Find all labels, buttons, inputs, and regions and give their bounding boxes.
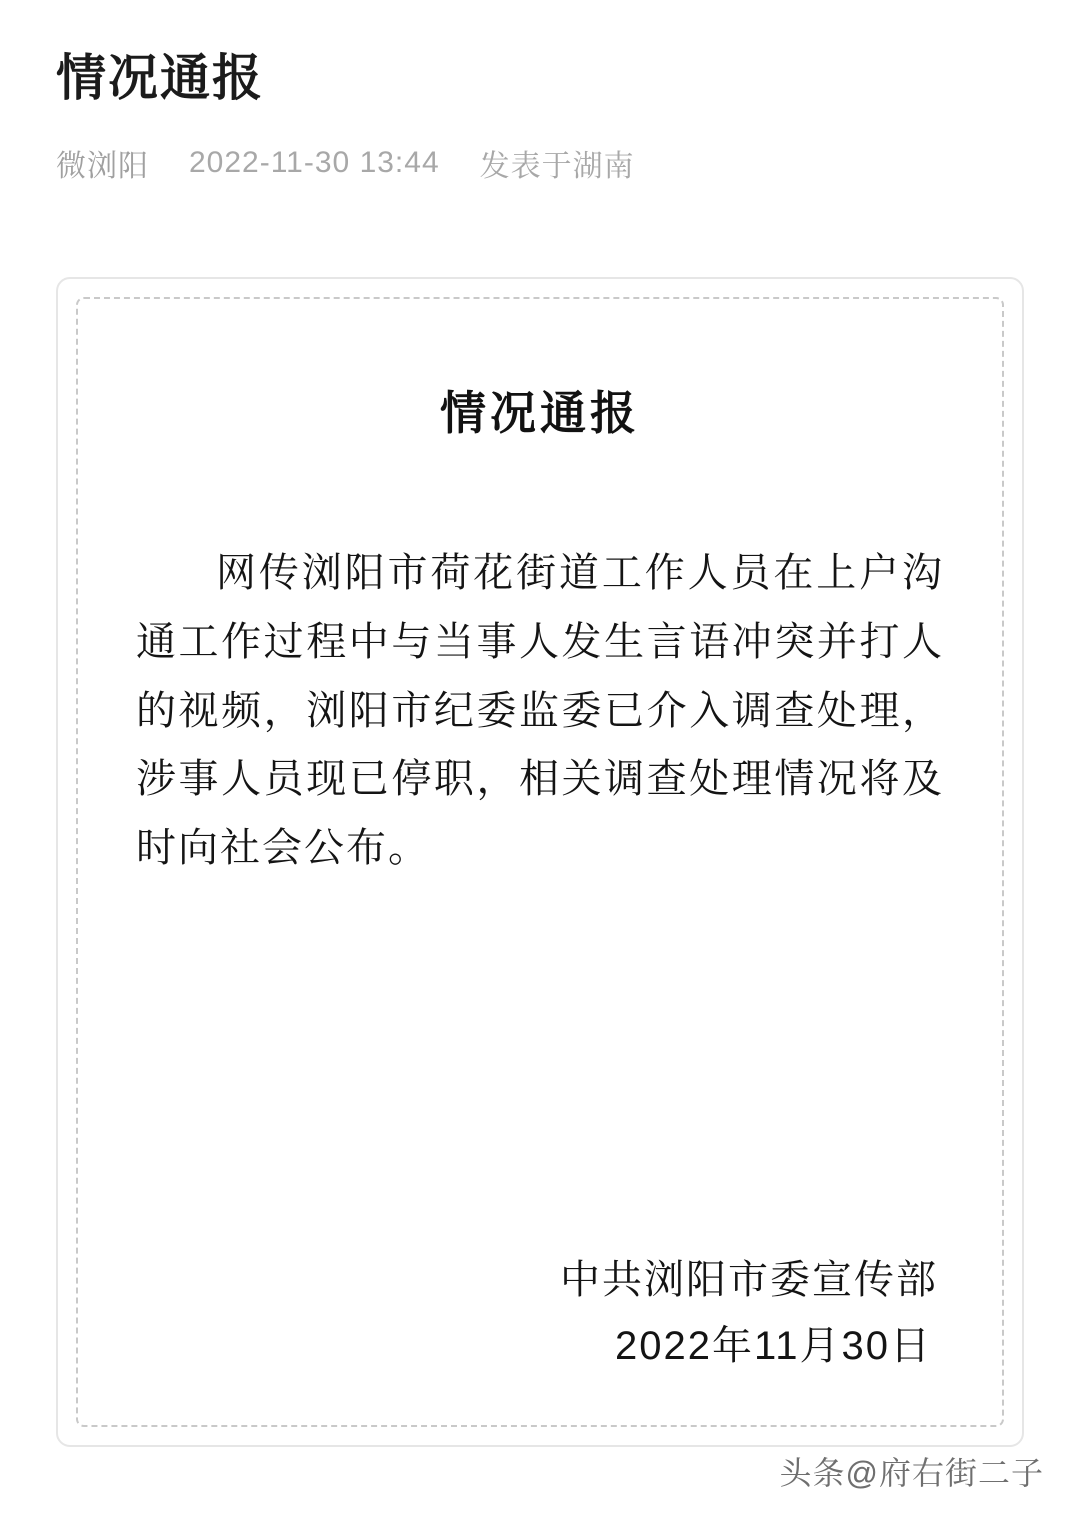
page-title: 情况通报 (56, 50, 264, 106)
notice-body-text: 网传浏阳市荷花街道工作人员在上户沟通工作过程中与当事人发生言语冲突并打人的视频，浏阳市纪委监委已介入调查处理，涉事人员现已停职，相关调查处理情况将及时向社会公布。 (136, 551, 944, 871)
article-meta (0, 111, 1080, 185)
meta-location: 发表于湖南 (479, 150, 635, 183)
notice-title: 情况通报 (440, 387, 640, 439)
notice-dashed-frame (76, 297, 1004, 1427)
notice-card (56, 277, 1024, 1447)
meta-datetime: 2022-11-30 13:44 (189, 146, 440, 179)
watermark-label: 头条@府右街二子 (779, 1455, 1044, 1491)
notice-signature-block (136, 1247, 944, 1379)
meta-author[interactable]: 微浏阳 (56, 150, 149, 183)
notice-signature: 中共浏阳市委宣传部 (560, 1258, 938, 1302)
notice-date: 2022年11月30日 (615, 1324, 932, 1368)
